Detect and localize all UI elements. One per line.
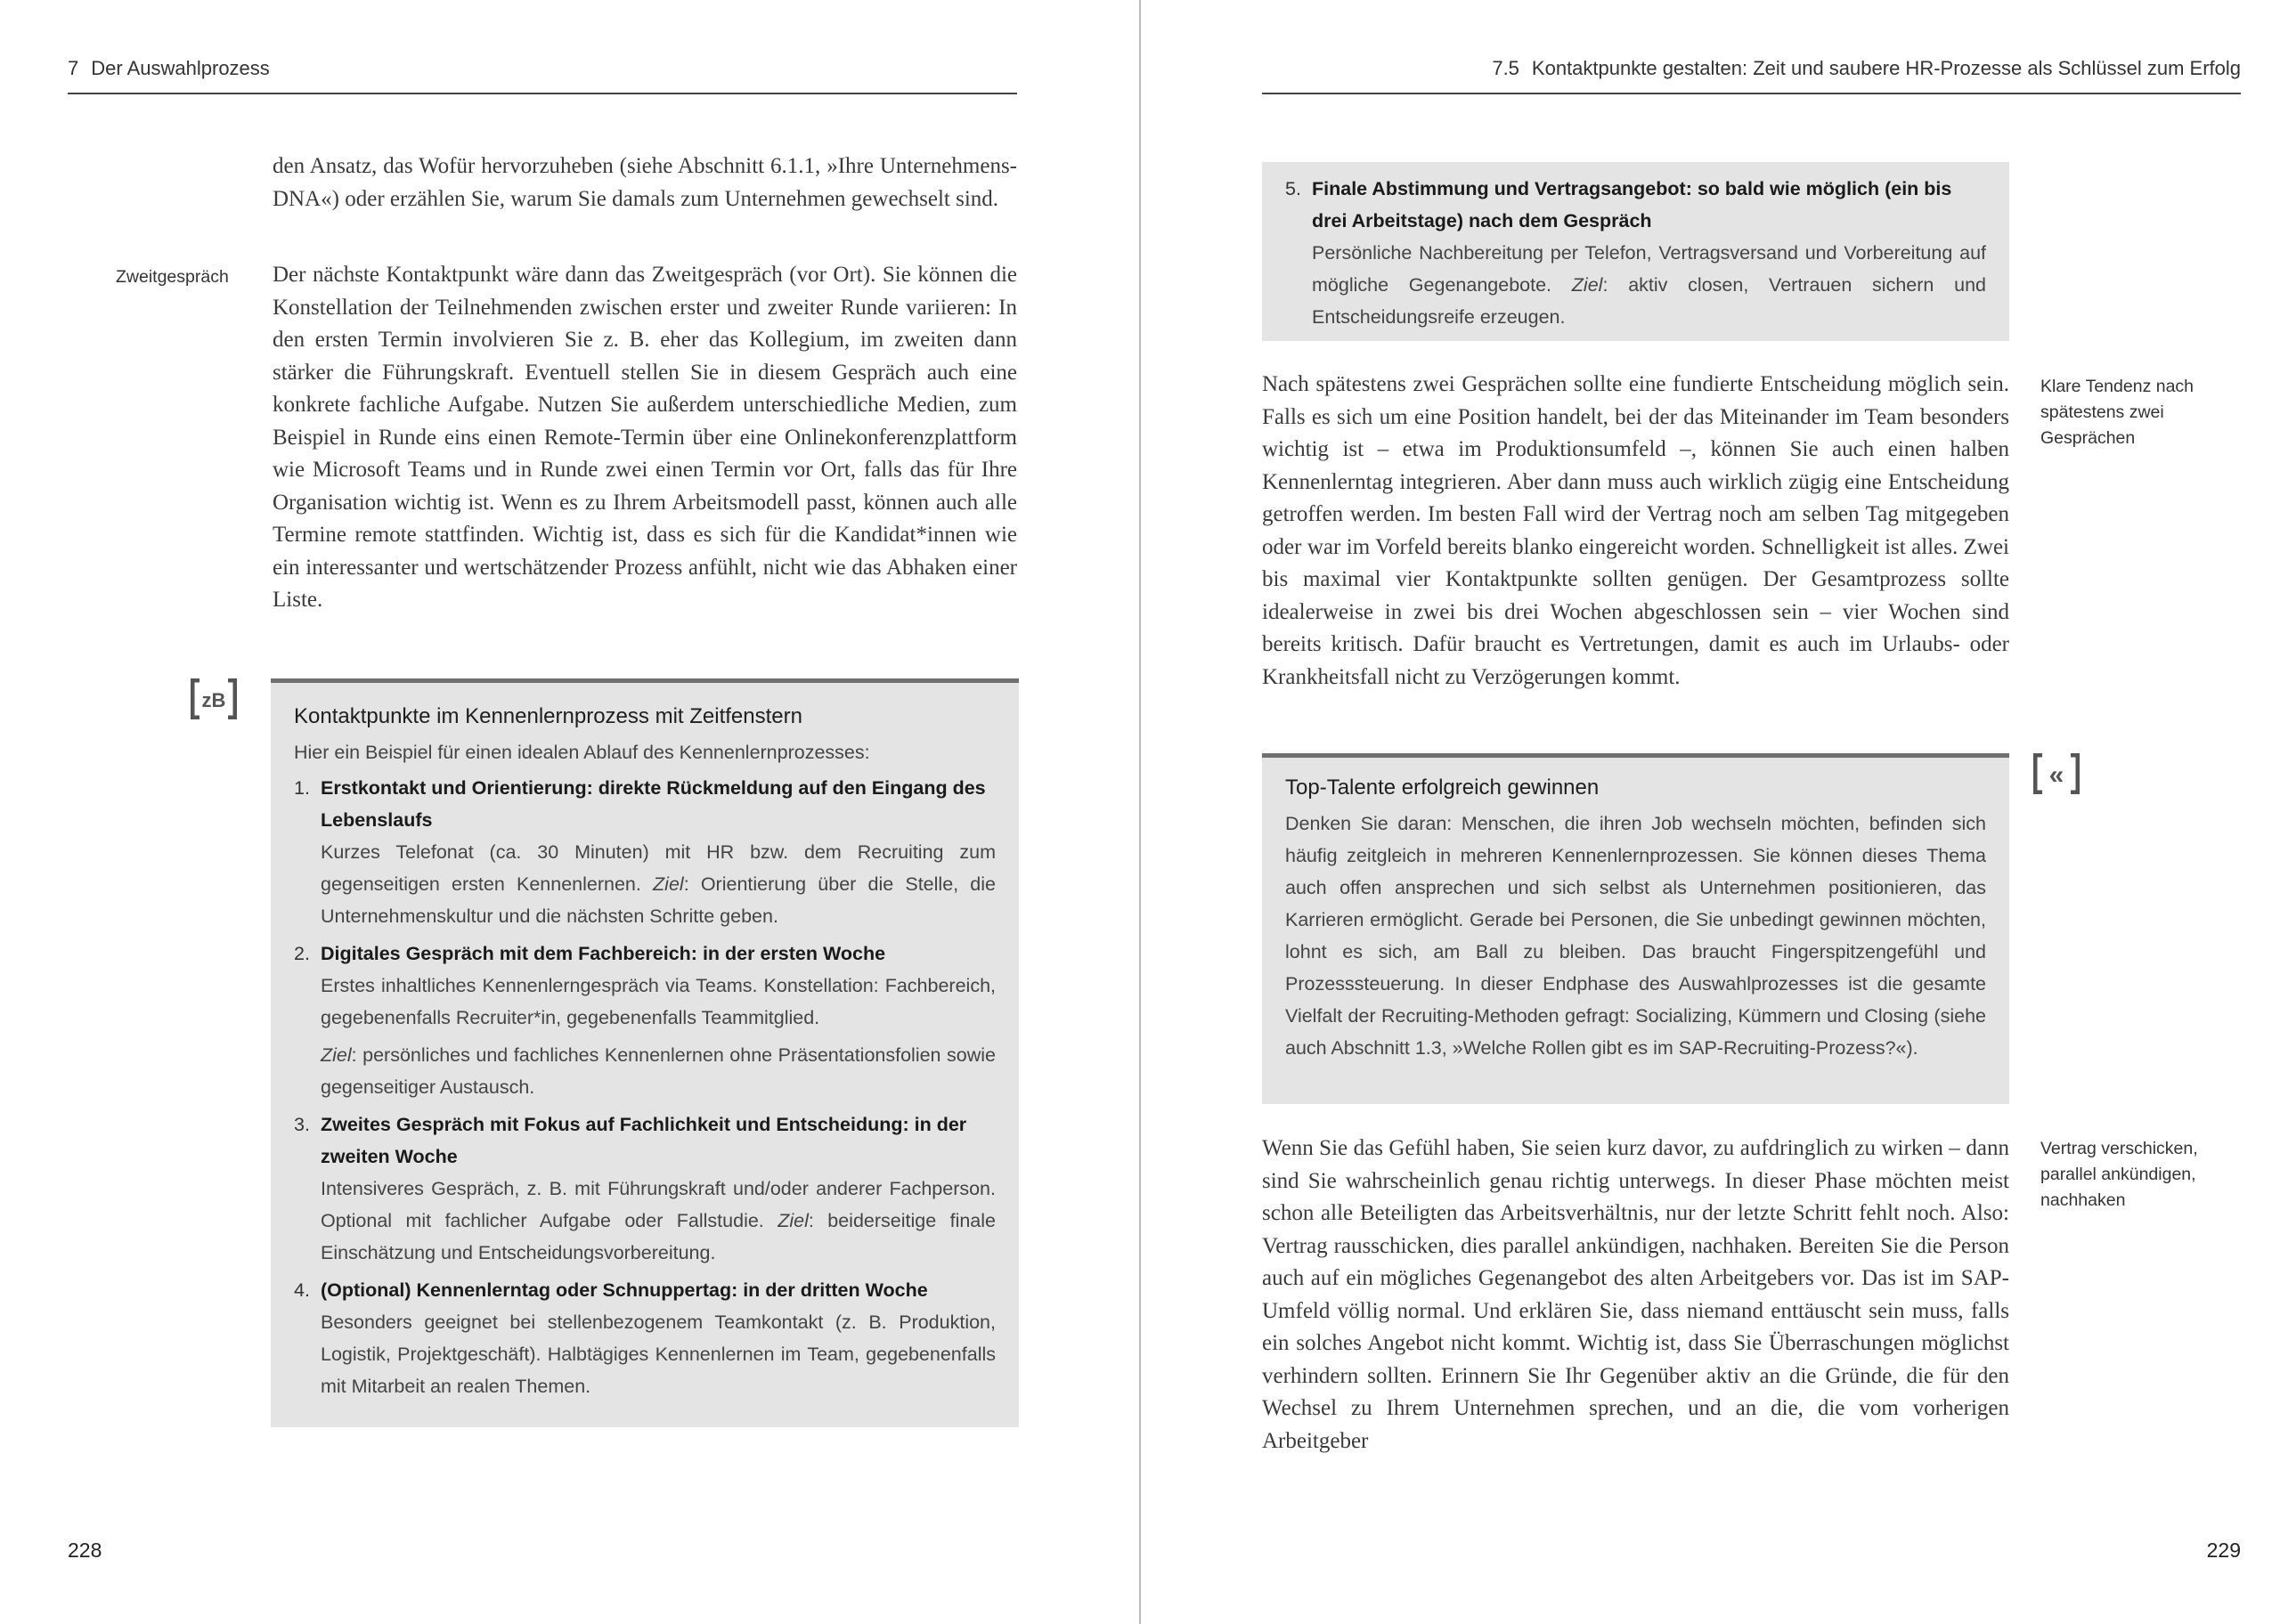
list-item-heading: Erstkontakt und Orientierung: direkte Rückmeldung auf den Eingang des Lebenslaufs [321,777,986,831]
ziel-text: : beiderseitige finale Einschätzung und Entscheidungsvorbereitung. [321,1210,996,1263]
list-item [294,1274,996,1402]
list-item-text [1312,237,1986,333]
list-item-description: Intensiveres Gespräch, z. B. mit Führungskraft und/oder anderer Fachperson. Optional mit fachlicher Aufgabe oder Fallstudie. [321,1178,996,1231]
decision-paragraph: Nach spätestens zwei Gesprächen sollte eine fundierte Entscheidung möglich sein. Falls es sich um eine Position handelt, bei der das Miteinander im Team besonders wichtig ist – etwa im Produktionsumfeld –, können Sie auch einen halben Kennenlerntag integrieren. Aber dann muss auch wirklich zügig eine Entscheidung getroffen werden. Im besten Fall wird der Vertrag noch am selben Tag mitgegeben oder war im Vorfeld bereits blanko eingereicht worden. Schnelligkeit ist alles. Zwei bis maximal vier Kontaktpunkte sollten genügen. Der Gesamtprozess sollte idealerweise in zwei bis drei Wochen abgeschlossen sein – vier Wochen sind bereits kritisch. Dafür braucht es Vertretungen, damit es auch im Urlaubs- oder Krankheitsfall nicht zu Verzögerungen kommt. [1262,372,2009,689]
ziel-label: Ziel [778,1210,809,1231]
list-item-number: 5. [1285,178,1301,199]
running-head-left [68,57,270,80]
example-box-intro: Hier ein Beispiel für einen idealen Ablauf des Kennenlernprozesses: [294,742,870,763]
example-icon-label: zB [201,689,226,711]
intro-paragraph: den Ansatz, das Wofür hervorzuheben (siehe Abschnitt 6.1.1, »Ihre Unternehmens-DNA«) oder erzählen Sie, warum Sie damals zum Unternehmen gewechselt sind. [273,154,1017,211]
list-item-heading: Finale Abstimmung und Vertragsangebot: so bald wie möglich (ein bis drei Arbeitstage) nach dem Gespräch [1312,178,1952,231]
list-item-number: 3. [294,1114,310,1135]
page-number-right: 229 [2206,1539,2241,1562]
example-box-continued [1262,162,2009,341]
tip-box [1262,753,2009,1104]
list-item-text [321,836,996,932]
list-item-description: Kurzes Telefonat (ca. 30 Minuten) mit HR bzw. dem Recruiting zum gegenseitigen ersten Kennenlernen. [321,841,996,895]
list-item-heading: Zweites Gespräch mit Fokus auf Fachlichkeit und Entscheidung: in der zweiten Woche [321,1114,967,1167]
example-list-continued [1285,173,1986,333]
section-title: Kontaktpunkte gestalten: Zeit und saubere HR-Prozesse als Schlüssel zum Erfolg [1531,57,2241,79]
left-page [0,0,1139,1624]
list-item-text [321,1173,996,1269]
ziel-label: Ziel [321,1044,352,1066]
example-list [294,772,996,1402]
list-item-description: Besonders geeignet bei stellenbezogenem Teamkontakt (z. B. Produktion, Logistik, Projektgeschäft). Halbtägiges Kennenlernen im Team, gegebenenfalls mit Mitarbeit an realen Themen. [321,1311,996,1397]
list-item-ziel [321,1039,996,1103]
list-item-number: 2. [294,943,310,964]
tip-box-title: Top-Talente erfolgreich gewinnen [1285,775,1600,800]
chapter-number: 7 [68,57,79,79]
list-item [294,772,996,932]
zweitgespraech-paragraph: Der nächste Kontaktpunkt wäre dann das Zweitgespräch (vor Ort). Sie können die Konstellation der Teilnehmenden zwischen erster und zweiter Runde variieren: In den ersten Termin involvieren Sie z. B. eher das Kollegium, im zweiten dann stärker die Führungskraft. Eventuell stellen Sie in diesem Gespräch auch eine konkrete fachliche Aufgabe. Nutzen Sie außerdem unterschiedliche Medien, zum Beispiel in Runde eins einen Remote-Termin über eine Onlinekonferenzplattform wie Microsoft Teams und in Runde zwei einen Termin vor Ort, falls das für Ihre Organisation wichtig ist. Wenn es zu Ihrem Arbeitsmodell passt, können auch alle Termine remote stattfinden. Wichtig ist, dass es sich für die Kandidat*innen wie ein interessanter und wertschätzender Prozess anfühlt, nicht wie das Abhaken einer Liste. [273,263,1017,612]
list-item-number: 4. [294,1279,310,1301]
running-head-right [1492,57,2241,80]
header-rule-right [1262,93,2241,94]
list-item-heading: Digitales Gespräch mit dem Fachbereich: in der ersten Woche [321,943,886,964]
section-number: 7.5 [1492,57,1519,79]
list-item [294,1108,996,1269]
list-item-description: Erstes inhaltliches Kennenlerngespräch via Teams. Konstellation: Fachbereich, gegebenenfalls Recruiter*in, gegebenenfalls Teammitglied. [321,975,996,1028]
marginal-zweitgespraech: Zweitgespräch [116,267,229,287]
header-rule-left [68,93,1017,94]
list-item-heading: (Optional) Kennenlerntag oder Schnuppertag: in der dritten Woche [321,1279,928,1301]
list-item-description: Persönliche Nachbereitung per Telefon, Vertragsversand und Vorbereitung auf mögliche Gegenangebote. [1312,242,1986,296]
chapter-title: Der Auswahlprozess [91,57,270,79]
page-number-left: 228 [68,1539,102,1562]
example-icon [191,678,237,719]
example-box [271,678,1019,1427]
ziel-text: : persönliches und fachliches Kennenlernen ohne Präsentationsfolien sowie gegenseitiger Austausch. [321,1044,996,1098]
tip-box-text: Denken Sie daran: Menschen, die ihren Job wechseln möchten, befinden sich häufig zeitgleich in mehreren Kennenlernprozessen. Sie können dieses Thema auch offen ansprechen und sich selbst als Unternehmen positionieren, das Karrieren ermöglicht. Gerade bei Personen, die Sie unbedingt gewinnen möchten, lohnt es sich, am Ball zu bleiben. Das braucht Fingerspitzengefühl und Prozesssteuerung. In dieser Endphase des Auswahlprozesses ist die gesamte Vielfalt der Recruiting-Methoden gefragt: Socializing, Kümmern und Closing (siehe auch Abschnitt 1.3, »Welche Rollen gibt es im SAP-Recruiting-Prozess?«). [1285,813,1986,1059]
marginal-decision: Klare Tendenz nach spätestens zwei Gesprächen [2040,377,2194,448]
list-item [294,938,996,1103]
list-item-number: 1. [294,777,310,799]
ziel-text: : aktiv closen, Vertrauen sichern und Entscheidungsreife erzeugen. [1312,274,1986,328]
right-page [1141,0,2280,1624]
marginal-contract: Vertrag verschicken, parallel ankündigen, nachhaken [2040,1139,2198,1210]
contract-paragraph: Wenn Sie das Gefühl haben, Sie seien kurz davor, zu aufdringlich zu wirken – dann sind Sie wahrscheinlich genau richtig unterwegs. In dieser Phase möchten meist schon alle Beteiligten das Arbeitsverhältnis, nur der letzte Schritt fehlt noch. Also: Vertrag rausschicken, dies parallel ankündigen, nachhaken. Bereiten Sie die Person auch auf ein mögliches Gegenangebot des alten Arbeitgebers vor. Das ist im SAP-Umfeld völlig normal. Und erklären Sie, dass niemand enttäuscht sein muss, falls ein solches Angebot nicht kommt. Wichtig ist, dass Sie Überraschungen möglichst verhindern sollten. Erinnern Sie Ihr Gegenüber aktiv an die Gründe, die für den Wechsel zu Ihrem Unternehmen sprechen, und an die, die vom vorherigen Arbeitgeber [1262,1136,2009,1453]
tip-icon [2033,753,2080,794]
example-box-title: Kontaktpunkte im Kennenlernprozess mit Zeitfenstern [294,704,802,728]
ziel-text: : Orientierung über die Stelle, die Unternehmenskultur und die nächsten Schritte geben. [321,873,996,927]
ziel-label: Ziel [653,873,684,895]
list-item [1285,173,1986,333]
tip-icon-label: « [2048,760,2064,790]
ziel-label: Ziel [1571,274,1603,296]
